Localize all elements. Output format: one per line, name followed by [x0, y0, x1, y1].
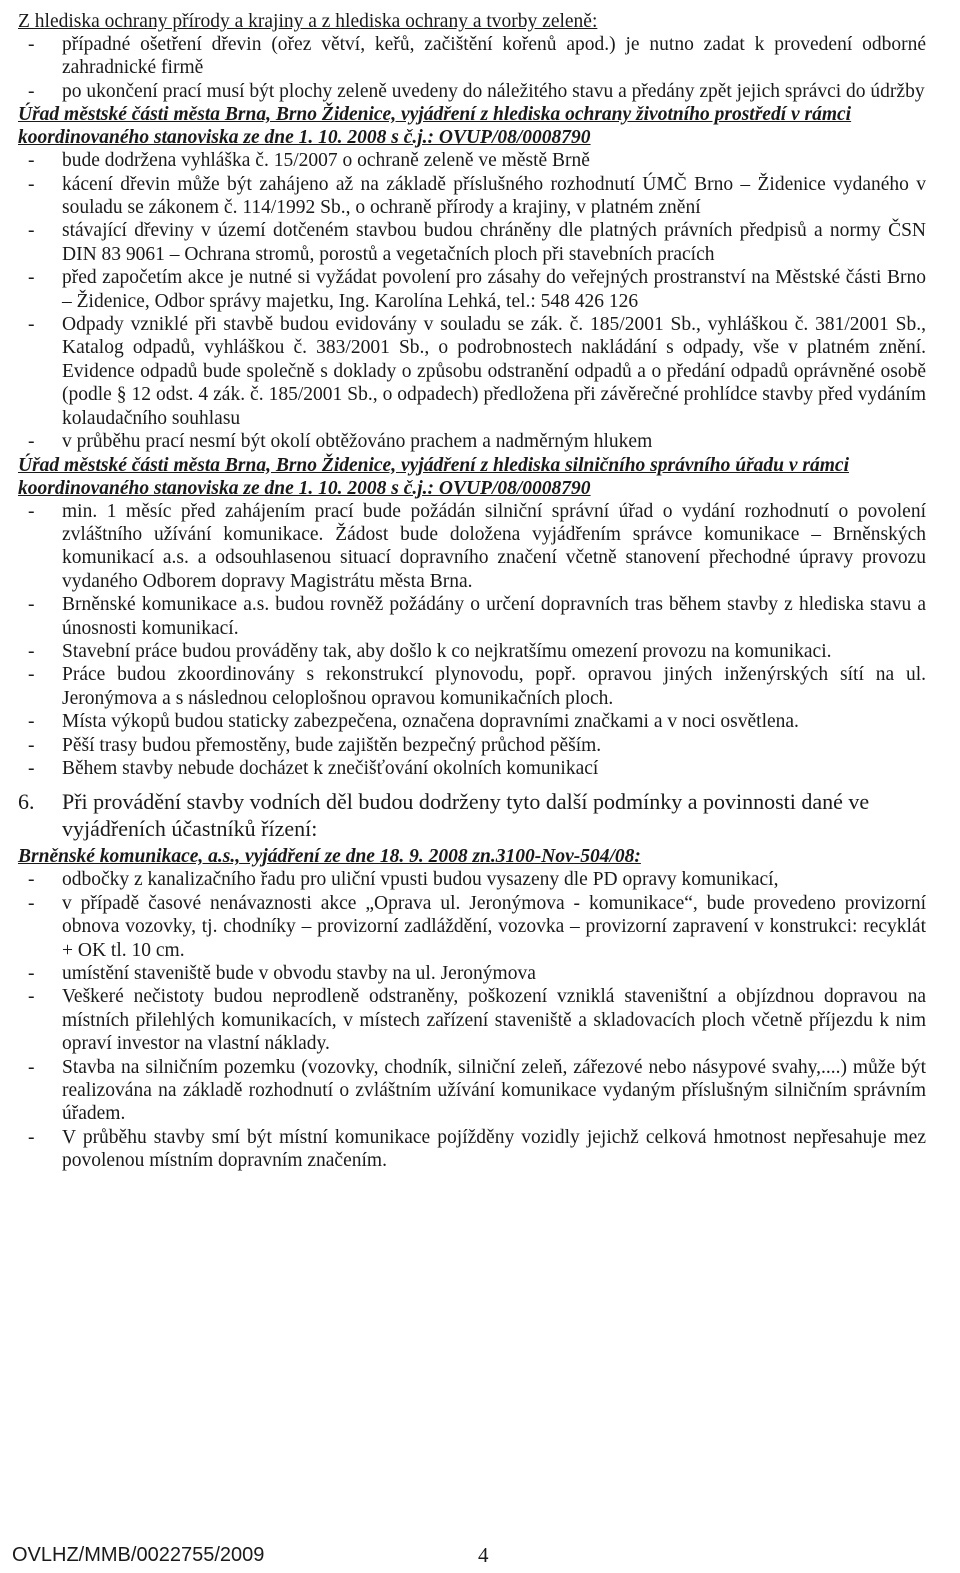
paragraph-text: Při provádění stavby vodních děl budou dodrženy tyto další podmínky a povinnosti dané ve vyjádřeních účastníků řízení: [62, 789, 870, 842]
list-item: - umístění staveniště bude v obvodu stavby na ul. Jeronýmova [28, 963, 536, 984]
dash-bullet: - [28, 869, 35, 891]
dash-bullet: - [28, 80, 35, 102]
dash-bullet: - [28, 1056, 35, 1078]
list-item: - Stavební práce budou prováděny tak, aby došlo k co nejkratšímu omezení provozu na komunikaci. [28, 640, 832, 662]
bullet-list [18, 33, 926, 103]
list-item: - V průběhu stavby smí být místní komunikace pojížděny vozidly jejichž celková hmotnost nepřesahuje mez povolenou místním dopravním značením. [28, 1126, 926, 1172]
dash-bullet: - [28, 711, 35, 733]
bullet-list [18, 500, 926, 781]
dash-bullet: - [28, 173, 35, 195]
dash-bullet: - [28, 150, 35, 172]
bullet-list [18, 868, 926, 1172]
dash-bullet: - [28, 220, 35, 242]
document-id: OVLHZ/MMB/0022755/2009 [12, 1544, 265, 1566]
section-environment-statement [18, 103, 926, 453]
dash-bullet: - [28, 34, 35, 55]
dash-bullet: - [28, 314, 35, 336]
paragraph-number: 6. [18, 789, 35, 815]
list-item: - v případě časové nenávaznosti akce „Oprava ul. Jeronýmova - komunikace“, bude provedeno provizorní obnova vozovky, tj. chodníky – provizorní zadláždění, vozovka – provizorní zapravení v konstrukci: recyklát + OK tl. 10 cm. [28, 892, 926, 961]
list-item: - Brněnské komunikace a.s. budou rovněž požádány o určení dopravních tras během stavby z hlediska stavu a únosnosti komunikací. [28, 594, 926, 639]
dash-bullet: - [28, 431, 35, 453]
list-item: - po ukončení prací musí být plochy zeleně uvedeny do náležitého stavu a předány zpět jejich správci do údržby [28, 80, 925, 102]
dash-bullet: - [28, 963, 35, 984]
list-item: - Odpady vzniklé při stavbě budou evidovány v souladu se zák. č. 185/2001 Sb., vyhláškou č. 381/2001 Sb., Katalog odpadů, vyhláškou č. 383/2001 Sb., o podrobnostech nakládání s odpady, vše v platném znění. Evidence odpadů bude společně s doklady o způsobu odstranění odpadů a o předání odpadů oprávněné osobě (podle § 12 odst. 4 zák. č. 185/2001 Sb., o odpadech) předložena při závěrečné prohlídce stavby před vydáním kolaudačního souhlasu [28, 314, 926, 429]
list-item: - stávající dřeviny v území dotčeném stavbou budou chráněny dle platných právních předpisů a normy ČSN DIN 83 9061 – Ochrana stromů, porostů a vegetačních ploch při stavebních pracích [28, 220, 926, 265]
list-item: - Stavba na silničním pozemku (vozovky, chodník, silniční zeleň, zářezové nebo násypové svahy,....) může být realizována na základě rozhodnutí o zvláštním užívání komunikace vydaným příslušným silničním správním úřadem. [28, 1056, 926, 1125]
section-nature-protection [18, 10, 926, 103]
section-heading: Úřad městské části města Brna, Brno Židenice, vyjádření z hlediska silničního správního úřadu v rámci koordinovaného stanoviska ze dne 1. 10. 2008 s č.j.: OVUP/08/0008790 [18, 454, 849, 499]
dash-bullet: - [28, 1126, 35, 1148]
list-item: - v průběhu prací nesmí být okolí obtěžováno prachem a nadměrným hlukem [28, 431, 653, 453]
dash-bullet: - [28, 664, 35, 686]
list-item: - odbočky z kanalizačního řadu pro uliční vpusti budou vysazeny dle PD opravy komunikací, [28, 869, 779, 891]
list-item: - před započetím akce je nutné si vyžádat povolení pro zásahy do veřejných prostranství na Městské části Brno – Židenice, Odbor správy majetku, Ing. Karolína Lehká, tel.: 548 426 126 [28, 267, 926, 312]
section-heading: Z hlediska ochrany přírody a krajiny a z hlediska ochrany a tvorby zeleně: [18, 11, 598, 32]
dash-bullet: - [28, 734, 35, 756]
section-road-authority-statement [18, 454, 926, 781]
numbered-paragraph [18, 788, 926, 842]
list-item: - kácení dřevin může být zahájeno až na základě příslušného rozhodnutí ÚMČ Brno – Židenice vydaného v souladu se zákonem č. 114/1992 Sb., o ochraně přírody a krajiny, v platném znění [28, 173, 926, 219]
dash-bullet: - [28, 640, 35, 662]
list-item: - min. 1 měsíc před zahájením prací bude požádán silniční správní úřad o vydání rozhodnutí o povolení zvláštního užívání komunikace. Žádost bude doložena vyjádřením správce komunikace – Brněnských komunikací a.s. a odsouhlasenou situací dopravního značení včetně stanovení přechodné úpravy provozu vydaného Odborem dopravy Magistrátu města Brna. [28, 500, 926, 592]
list-item: - Práce budou zkoordinovány s rekonstrukcí plynovodu, popř. opravou jiných inženýrských sítí na ul. Jeronýmova a s následnou celoplošnou opravou komunikačních ploch. [28, 664, 926, 709]
dash-bullet: - [28, 267, 35, 289]
list-item: - Místa výkopů budou staticky zabezpečena, označena dopravními značkami a v noci osvětlena. [28, 711, 799, 733]
list-item: - Během stavby nebude docházet k znečišťování okolních komunikací [28, 757, 599, 779]
dash-bullet: - [28, 500, 35, 522]
list-item: - Pěší trasy budou přemostěny, bude zajištěn bezpečný průchod pěším. [28, 734, 602, 756]
list-item: - případné ošetření dřevin (ořez větví, keřů, začištění kořenů apod.) je nutno zadat k provedení odborné zahradnické firmě [28, 34, 926, 79]
section-heading: Brněnské komunikace, a.s., vyjádření ze dne 18. 9. 2008 zn.3100-Nov-504/08: [18, 846, 641, 868]
section-brno-roads-statement [18, 845, 926, 1172]
list-item: - bude dodržena vyhláška č. 15/2007 o ochraně zeleně ve městě Brně [28, 150, 590, 172]
dash-bullet: - [28, 892, 35, 914]
dash-bullet: - [28, 757, 35, 779]
bullet-list [18, 149, 926, 453]
dash-bullet: - [28, 594, 35, 616]
section-heading: Úřad městské části města Brna, Brno Židenice, vyjádření z hlediska ochrany životního prostředí v rámci koordinovaného stanoviska ze dne 1. 10. 2008 s č.j.: OVUP/08/0008790 [18, 104, 852, 149]
list-item: - Veškeré nečistoty budou neprodleně odstraněny, poškození vzniklá staveništní a objízdnou dopravou na místních přilehlých komunikacích, v místech zařízení staveniště a skladovacích ploch včetně příjezdu k nim opraví investor na vlastní náklady. [28, 986, 926, 1055]
page-number: 4 [478, 1543, 489, 1567]
dash-bullet: - [28, 986, 35, 1008]
